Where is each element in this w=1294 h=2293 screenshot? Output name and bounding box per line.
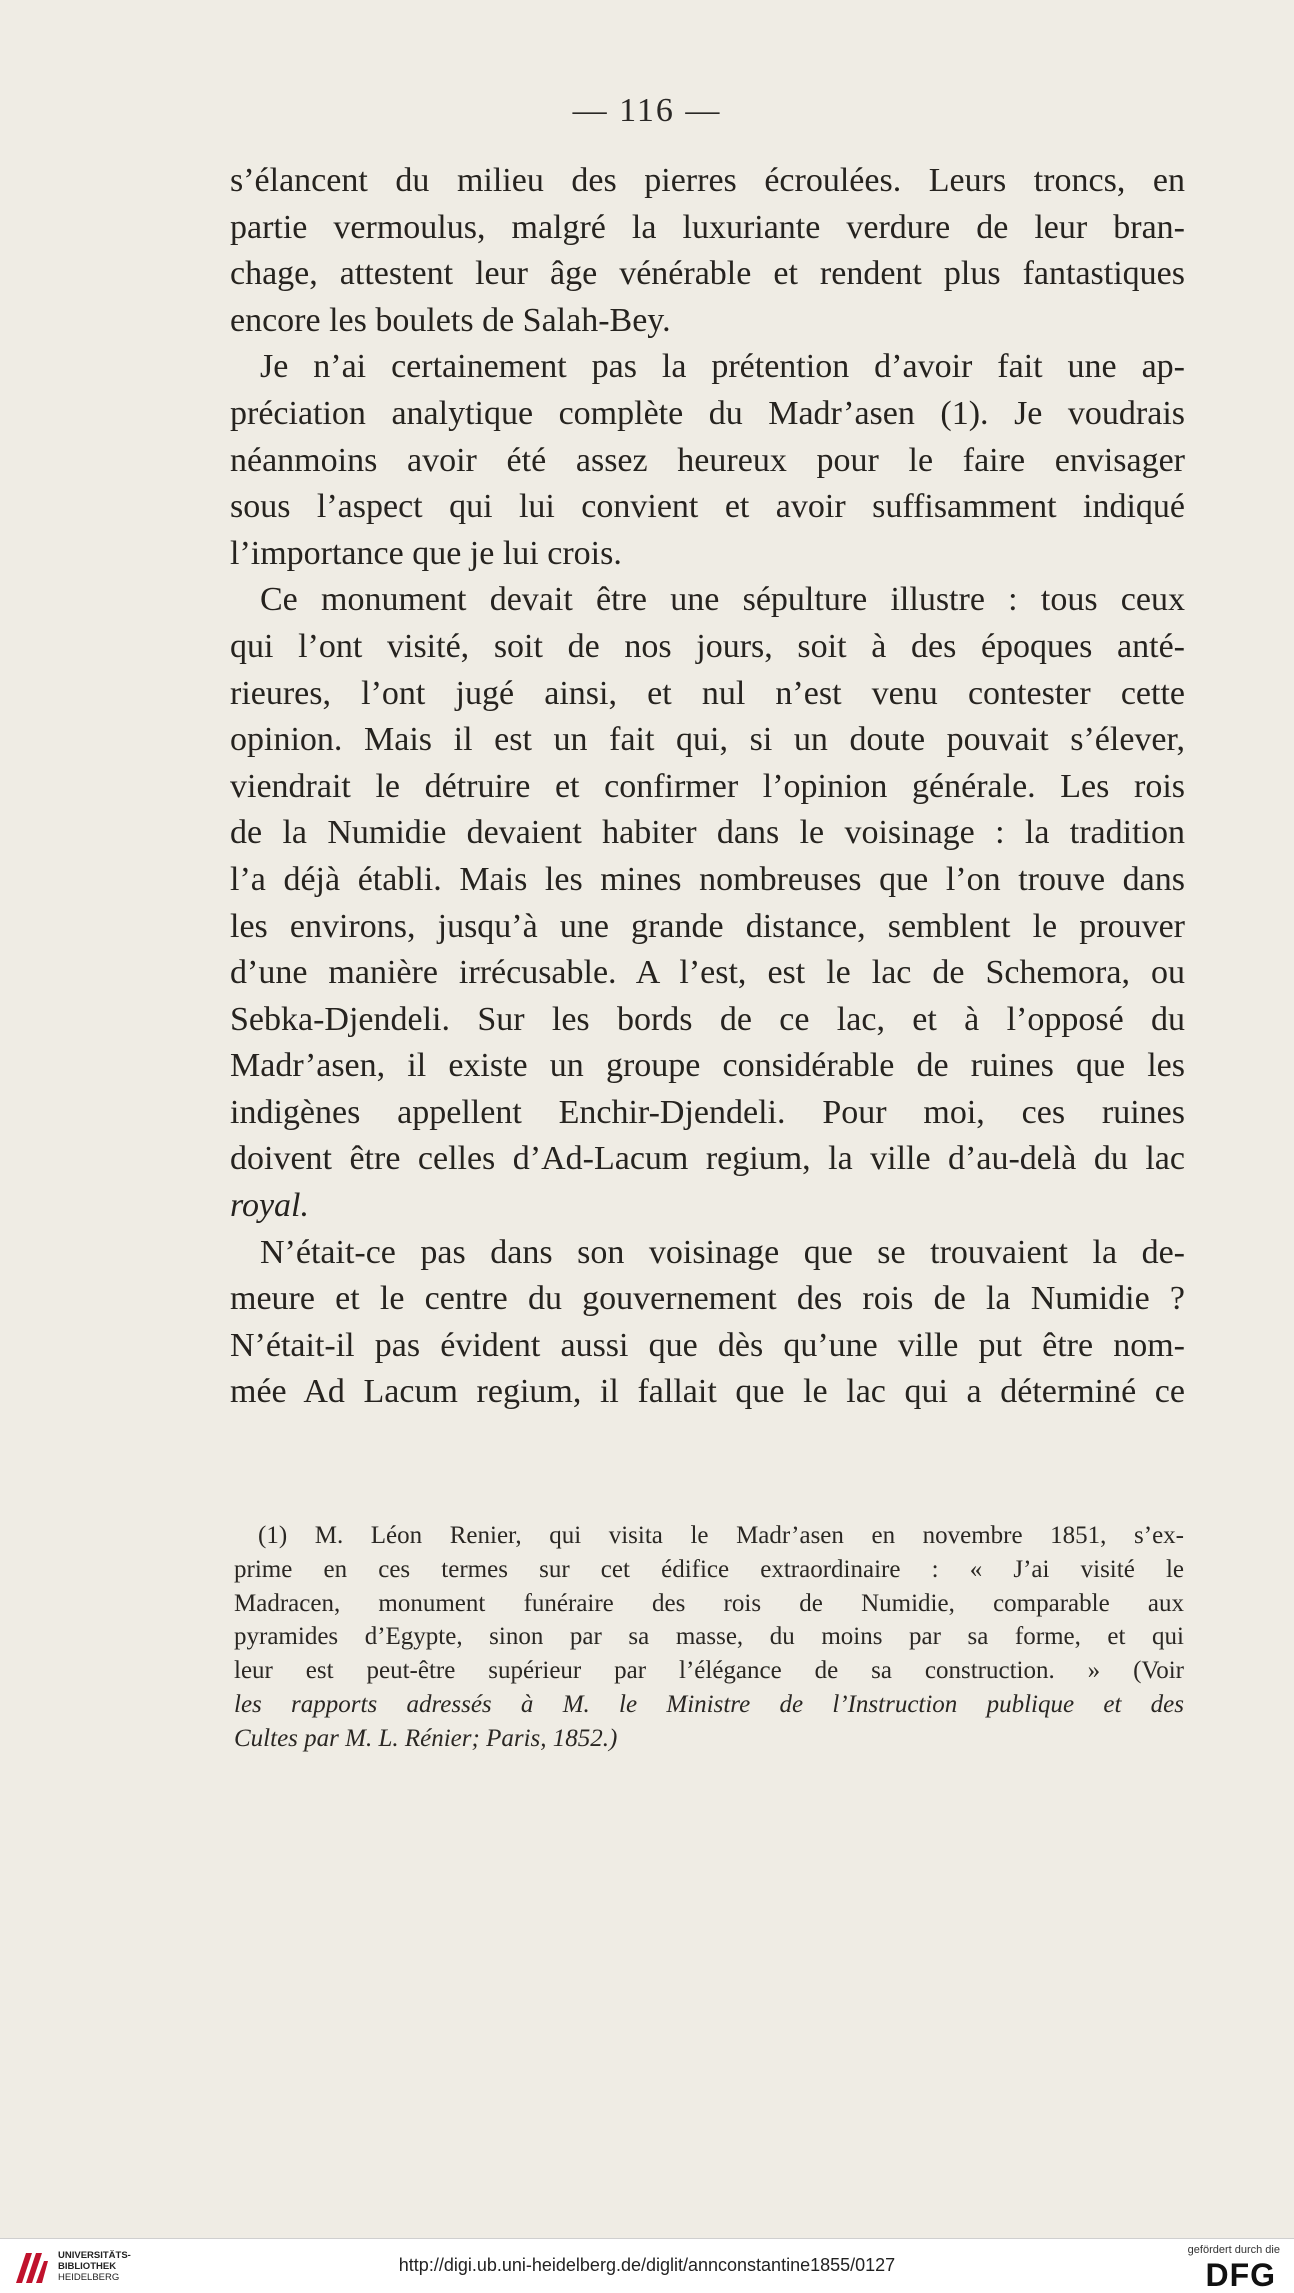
body-text (230, 158, 1185, 1416)
footnote-line: (1) M. Léon Renier, qui visita le Madr’asen en novembre 1851, s’ex- (258, 1522, 1184, 1549)
footnote-line: pyramides d’Egypte, sinon par sa masse, du moins par sa forme, et qui (234, 1623, 1184, 1651)
text-line: doivent être celles d’Ad-Lacum regium, la ville d’au-delà du lac (230, 1140, 1185, 1178)
footnotes (234, 1519, 1184, 1756)
footnote-line: leur est peut-être supérieur par l’élégance de sa construction. » (Voir (234, 1657, 1184, 1685)
text-line: de la Numidie devaient habiter dans le voisinage : la tradition (230, 814, 1185, 852)
text-line: Sebka-Djendeli. Sur les bords de ce lac, et à l’opposé du (230, 1000, 1185, 1038)
text-line: royal. (230, 1187, 310, 1225)
text-line: Ce monument devait être une sépulture illustre : tous ceux (260, 581, 1185, 619)
library-name-line: UNIVERSITÄTS- (58, 2250, 131, 2261)
footnote-line: Madracen, monument funéraire des rois de Numidie, comparable aux (234, 1589, 1184, 1617)
text-line: Je n’ai certainement pas la prétention d’avoir fait une ap- (260, 348, 1185, 386)
text-line: d’une manière irrécusable. A l’est, est le lac de Schemora, ou (230, 954, 1185, 992)
library-name-line: HEIDELBERG (58, 2272, 120, 2283)
text-line: les environs, jusqu’à une grande distance, semblent le prouver (230, 907, 1185, 945)
footnote-line: Cultes par M. L. Rénier; Paris, 1852.) (234, 1724, 618, 1752)
footnote-line: prime en ces termes sur cet édifice extraordinaire : « J’ai visité le (234, 1555, 1184, 1583)
text-line: encore les boulets de Salah-Bey. (230, 301, 671, 339)
footnote-line: les rapports adressés à M. le Ministre de l’Instruction publique et des (234, 1690, 1184, 1718)
text-line: l’importance que je lui crois. (230, 534, 622, 572)
text-line: N’était-il pas évident aussi que dès qu’une ville put être nom- (230, 1326, 1185, 1364)
permalink-url[interactable]: http://digi.ub.uni-heidelberg.de/diglit/annconstantine1855/0127 (398, 2255, 896, 2275)
text-line: sous l’aspect qui lui convient et avoir suffisamment indiqué (230, 488, 1185, 526)
text-line: partie vermoulus, malgré la luxuriante verdure de leur bran- (230, 208, 1185, 246)
text-line: opinion. Mais il est un fait qui, si un doute pouvait s’élever, (230, 721, 1185, 759)
text-line: chage, attestent leur âge vénérable et rendent plus fantastiques (230, 255, 1185, 293)
text-line: préciation analytique complète du Madr’asen (1). Je voudrais (230, 394, 1185, 432)
viewer-footer (0, 2238, 1294, 2293)
text-line: viendrait le détruire et confirmer l’opinion générale. Les rois (230, 767, 1185, 805)
text-line: N’était-ce pas dans son voisinage que se trouvaient la de- (260, 1233, 1185, 1271)
text-line: Madr’asen, il existe un groupe considérable de ruines que les (230, 1047, 1185, 1085)
text-line: mée Ad Lacum regium, il fallait que le lac qui a déterminé ce (230, 1373, 1185, 1411)
sponsor-caption: gefördert durch die (1187, 2244, 1280, 2256)
text-line: indigènes appellent Enchir-Djendeli. Pour moi, ces ruines (230, 1093, 1185, 1131)
text-line: rieures, l’ont jugé ainsi, et nul n’est venu contester cette (230, 674, 1185, 712)
text-line: l’a déjà établi. Mais les mines nombreuses que l’on trouve dans (230, 860, 1185, 898)
page-number: — 116 — (572, 92, 722, 129)
dfg-logo: DFG (1205, 2257, 1276, 2293)
text-line: meure et le centre du gouvernement des rois de la Numidie ? (230, 1280, 1185, 1318)
text-line: s’élancent du milieu des pierres écroulées. Leurs troncs, en (230, 162, 1185, 199)
text-line: qui l’ont visité, soit de nos jours, soit à des époques anté- (230, 627, 1185, 665)
text-line: néanmoins avoir été assez heureux pour le faire envisager (230, 441, 1185, 479)
library-name-line: BIBLIOTHEK (58, 2261, 117, 2272)
